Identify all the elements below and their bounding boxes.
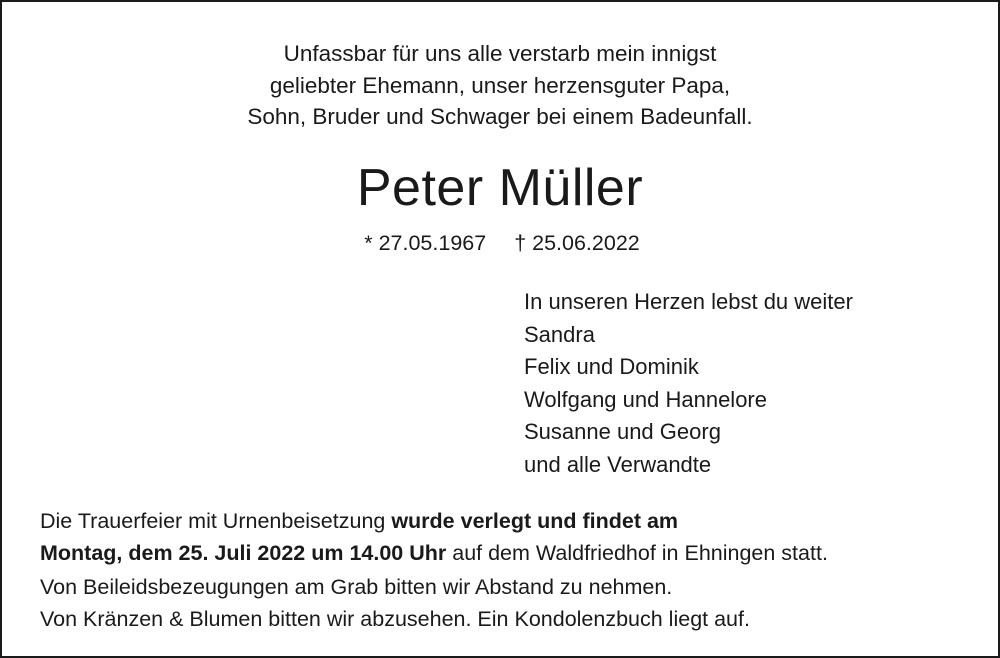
mourner-name: Susanne und Georg: [524, 419, 721, 444]
service-location: auf dem Waldfriedhof in Ehningen statt.: [446, 540, 828, 565]
death-date: † 25.06.2022: [514, 231, 640, 255]
note-line: Von Beileidsbezeugungen am Grab bitten wir Abstand zu nehmen.: [40, 575, 673, 599]
service-date: Montag, dem 25. Juli 2022 um 14.00 Uhr: [40, 540, 447, 565]
life-dates: [2, 228, 1000, 258]
mourners-heading: In unseren Herzen lebst du weiter: [524, 289, 853, 314]
deceased-name: Peter Müller: [356, 159, 644, 217]
service-emphasis: wurde verlegt und findet am: [391, 509, 679, 533]
mourner-name: Felix und Dominik: [524, 354, 699, 379]
intro-line: geliebter Ehemann, unser herzensguter Papa,: [269, 72, 731, 98]
birth-date: * 27.05.1967: [364, 231, 487, 255]
service-line-2: [40, 538, 828, 570]
mourner-name: Wolfgang und Hannelore: [524, 386, 767, 412]
service-line-1: [40, 506, 828, 538]
mourners-block: [524, 286, 853, 481]
service-text: Die Trauerfeier mit Urnenbeisetzung: [40, 509, 392, 533]
note-line: Von Kränzen & Blumen bitten wir abzusehen. Ein Kondolenzbuch liegt auf.: [40, 606, 750, 631]
intro-line: Sohn, Bruder und Schwager bei einem Badeunfall.: [247, 104, 753, 129]
closing-notes: [40, 572, 750, 635]
service-info: [40, 506, 828, 569]
mourner-name: Sandra: [524, 321, 595, 347]
mourner-name: und alle Verwandte: [524, 451, 712, 477]
intro-text: [2, 38, 998, 133]
intro-line: Unfassbar für uns alle verstarb mein innigst: [283, 41, 717, 66]
